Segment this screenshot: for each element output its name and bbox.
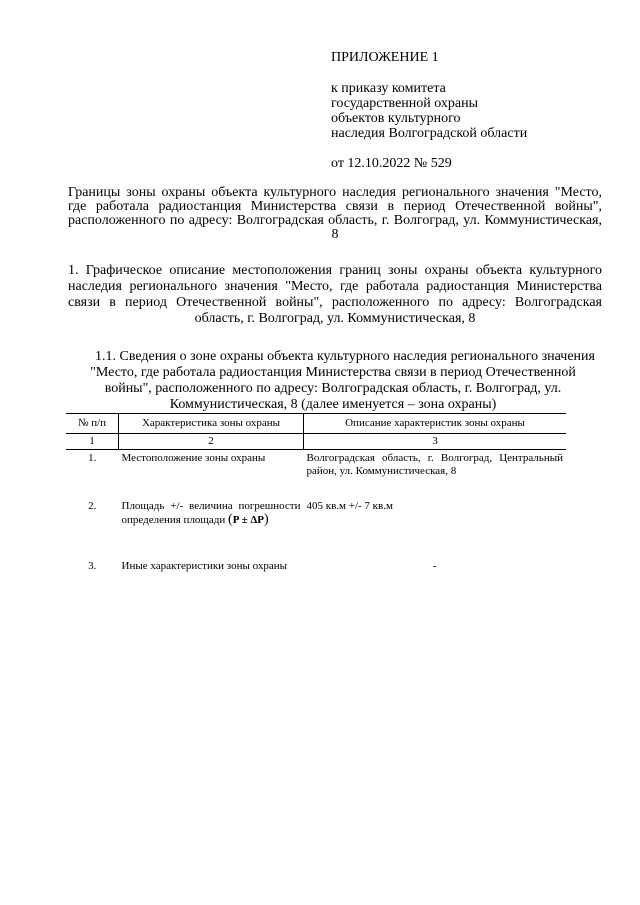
row-description: 405 кв.м +/- 7 кв.м [306,500,393,512]
row-num: 3. [88,560,97,572]
column-number: 2 [119,434,304,450]
row-characteristic: Площадь +/- величина погрешности определения площади [121,500,301,526]
appendix-line: объектов культурного [331,111,461,126]
header-characteristic: Характеристика зоны охраны [119,414,304,434]
zone-table [66,413,566,575]
table-row [66,450,566,499]
row-num: 1. [88,452,97,464]
table-row [66,498,566,558]
row-characteristic: Иные характеристики зоны охраны [121,560,287,572]
row-description: Волгоградская область, г. Волгоград, Центральный район, ул. Коммунистическая, 8 [306,452,563,477]
table-column-numbers-row [66,434,566,450]
formula-text: P ± ΔP [232,514,264,526]
document-title: Границы зоны охраны объекта культурного наследия регионального значения "Место, где работала радиостанция Министерства связи в период Отечественной войны", расположенного по адресу: Волгоградская область, г. Волгоград, ул. Коммунистическая, 8 [68,185,602,242]
column-number: 3 [304,434,567,450]
appendix-line: государственной охраны [331,96,479,111]
table-row [66,558,566,575]
row-characteristic: Местоположение зоны охраны [121,452,266,464]
appendix-block [331,50,527,171]
header-description: Описание характеристик зоны охраны [304,414,567,434]
row-num: 2. [88,500,97,512]
header-num: № п/п [66,414,119,434]
area-formula: (P ± ΔP) [228,512,269,527]
row-characteristic-cell [119,498,304,558]
appendix-heading: ПРИЛОЖЕНИЕ 1 [331,50,439,65]
table-header-row [66,414,566,434]
row-description: - [432,560,437,572]
section-1-paragraph: 1. Графическое описание местоположения границ зоны охраны объекта культурного наследия регионального значения "Место, где работала радиостанция Министерства связи в период Отечественной войны", расположенного по адресу: Волгоградская область, г. Волгоград, ул. Коммунистическая, 8 [68,263,602,326]
appendix-line: наследия Волгоградской области [331,126,528,141]
column-number: 1 [66,434,119,450]
appendix-line: к приказу комитета [331,81,446,96]
section-1-1-paragraph: 1.1. Сведения о зоне охраны объекта культурного наследия регионального значения "Место, где работала радиостанция Министерства связи в период Отечественной войны", расположенного по адресу: Волгоградская область, г. Волгоград, ул. Коммунистическая, 8 (далее именуется – зона охраны) [90,349,595,412]
appendix-date: от 12.10.2022 № 529 [331,156,452,171]
